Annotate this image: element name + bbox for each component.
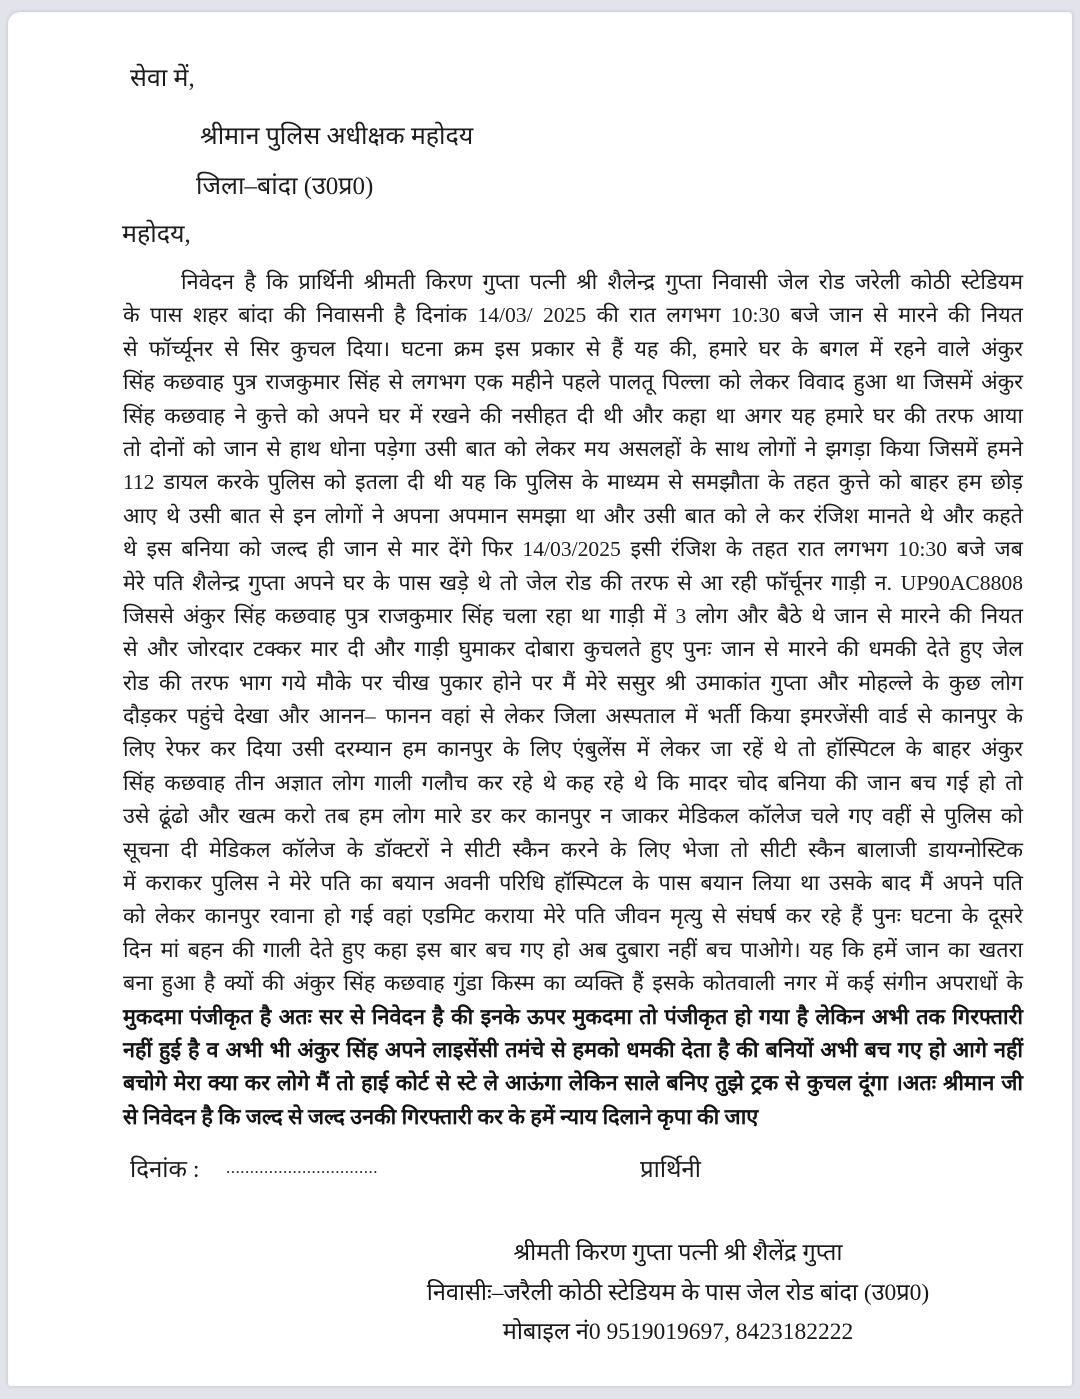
- body-line: 112 डायल करके पुलिस को इतला दी थी यह कि पुलिस के माध्यम से समझौता के तहत कुत्ते को बाहर हम छोड़: [123, 470, 1023, 495]
- body-line: सूचना दी मेडिकल कॉलेज के डॉक्टरों ने सीटी स्कैन करने के लिए भेजा तो सीटी स्कैन बालाजी डायग्नोस्टिक: [123, 837, 1023, 862]
- addressee-line: श्रीमान पुलिस अधीक्षक महोदय: [200, 123, 474, 150]
- date-dotted-line: ................................: [226, 1158, 378, 1177]
- signature-block: [328, 1234, 1028, 1353]
- district-line: जिला–बांदा (उ0प्र0): [196, 173, 374, 200]
- body-line: बचोगे मेरा क्या कर लोगे मैं तो हाई कोर्ट से स्टे ले आऊंगा लेकिन साले बनिए तुझे ट्रक से कुचल दूंगा ।अतः श्रीमान जी: [123, 1071, 1023, 1096]
- body-line: बना हुआ है क्यों की अंकुर सिंह कछवाह गुंडा किस्म का व्यक्ति हैं इसके कोतवाली नगर में कई संगीन अपराधों के: [123, 971, 1023, 996]
- body-paragraph: [123, 266, 1023, 1134]
- body-line: से निवेदन है कि जल्द से जल्द उनकी गिरफ्तारी कर के हमें न्याय दिलाने कृपा की जाए: [123, 1104, 759, 1129]
- body-line: के पास शहर बांदा की निवासनी है दिनांक 14/03/ 2025 की रात लगभग 10:30 बजे जान से मारने की नियत: [123, 303, 1023, 328]
- body-line: लिए रेफर कर दिया उसी दरम्यान हम कानपुर के लिए एंबुलेंस में लेकर जा रहें थे तो हॉस्पिटल के बाहर अंकुर: [123, 737, 1023, 762]
- body-line: को लेकर कानपुर रवाना हो गई वहां एडमिट कराया मेरे पति जीवन मृत्यु से संघर्ष कर रहे हैं पुनः घटना के दूसरे: [123, 904, 1023, 929]
- body-line: आए थे उसी बात से इन लोगों ने अपना अपमान समझा था और उसी बात को ले कर रंजिश मानते थे और कहते: [123, 503, 1023, 528]
- body-line: थे इस बनिया को जल्द ही जान से मार देंगे फिर 14/03/2025 इसी रंजिश के तहत रात लगभग 10:30 बजे जब: [123, 537, 1023, 562]
- signature-address: निवासीः–जरैली कोठी स्टेडियम के पास जेल रोड बांदा (उ0प्र0): [426, 1279, 930, 1306]
- salutation-line: सेवा में,: [130, 65, 195, 92]
- body-line: रोड की तरफ भाग गये मौके पर चीख पुकार होने पर मैं मेरे ससुर श्री उमाकांत गुप्ता और मोहल्ले के कुछ लोग: [123, 670, 1023, 695]
- body-line: सिंह कछवाह पुत्र राजकुमार सिंह से लगभग एक महीने पहले पालतू पिल्ला को लेकर विवाद हुआ था जिसमें अंकुर: [123, 370, 1023, 395]
- signature-mobile: मोबाइल नं0 9519019697, 8423182222: [502, 1319, 854, 1345]
- body-line: निवेदन है कि प्रार्थिनी श्रीमती किरण गुप्ता पत्नी श्री शैलेन्द्र गुप्ता निवासी जेल रोड जरेली कोठी स्टेडियम: [181, 270, 1023, 294]
- body-line: सिंह कछवाह तीन अज्ञात लोग गाली गलौच कर रहे थे कह रहे थे कि मादर चोद बनिया की जान बच गई हो तो: [123, 770, 1023, 795]
- body-line: तो दोनों को जान से हाथ धोना पड़ेगा उसी बात को लेकर मय असलहों के साथ लोगों ने झगड़ा किया जिसमें हमने: [123, 436, 1023, 461]
- body-line: मुकदमा पंजीकृत है अतः सर से निवेदन है की इनके ऊपर मुकदमा तो पंजीकृत हो गया है लेकिन अभी तक गिरफ्तारी: [123, 1004, 1023, 1029]
- body-line: से और जोरदार टक्कर मार दी और गाड़ी घुमाकर दोबारा कुचलते हुए पुनः जान से मारने की धमकी देते हुए जेल: [123, 637, 1023, 662]
- body-line: दौड़कर पहुंचे देखा और आनन– फानन वहां से लेकर जिला अस्पताल में भर्ती किया इमरजेंसी वार्ड से कानपुर के: [123, 704, 1023, 729]
- signature-name: श्रीमती किरण गुप्ता पत्नी श्री शैलेंद्र गुप्ता: [513, 1240, 843, 1266]
- body-line: दिन मां बहन की गाली देते हुए कहा इस बार बच गए हो अब दुबारा नहीं बच पाओगे। यह कि हमें जान का खतरा: [123, 937, 1023, 962]
- body-line: जिससे अंकुर सिंह कछवाह पुत्र राजकुमार सिंह चला रहा था गाड़ी में 3 लोग और बैठे थे जान से मारने की नियत: [123, 603, 1023, 628]
- body-line: से फॉर्च्यूनर से सिर कुचल दिया। घटना क्रम इस प्रकार से हैं यह की, हमारे घर के बगल में रहने वाले अंकुर: [123, 336, 1023, 361]
- letter-paper: [8, 12, 1072, 1386]
- body-line: सिंह कछवाह ने कुत्ते को अपने घर में रखने की नसीहत दी थी और कहा था अगर यह हमारे घर की तरफ आया: [123, 403, 1023, 428]
- body-line: में कराकर पुलिस ने मेरे पति का बयान अवनी परिधि हॉस्पिटल के पास बयान लिया था उसके बाद मैं अपने पति: [123, 871, 1023, 896]
- body-line: मेरे पति शैलेन्द्र गुप्ता अपने घर के पास खड़े थे तो जेल रोड की तरफ से आ रही फॉर्चूनर गाड़ी न. UP90AC8808: [123, 570, 1023, 595]
- body-line: उसे ढूंढो और खत्म करो तब हम लोग मारे डर कर कानपुर न जाकर मेडिकल कॉलेज चले गए वहीं से पुलिस को: [123, 804, 1023, 829]
- letter-content: [8, 12, 1072, 1386]
- date-label: दिनांक :: [130, 1157, 200, 1183]
- applicant-label: प्रार्थिनी: [640, 1157, 701, 1183]
- body-line: नहीं हुई है व अभी भी अंकुर सिंह अपने लाइसेंसी तमंचे से हमको धमकी देता है की बनियों अभी बच गए हो आगे नहीं: [123, 1037, 1023, 1062]
- greeting-line: महोदय,: [122, 221, 191, 248]
